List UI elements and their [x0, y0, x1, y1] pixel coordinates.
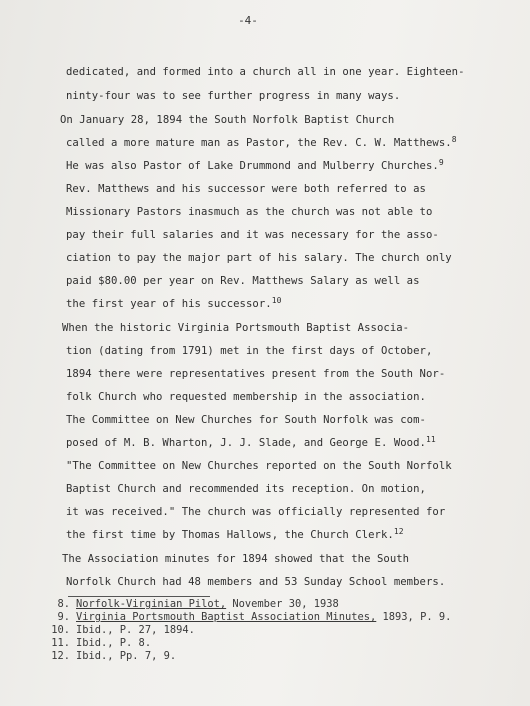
body-line: Norfolk Church had 48 members and 53 Sunday School members.: [66, 576, 446, 588]
body-line: The Association minutes for 1894 showed that the South: [62, 553, 410, 565]
body-line: paid $80.00 per year on Rev. Matthews Salary as well as: [66, 275, 420, 287]
body-line: Rev. Matthews and his successor were both referred to as: [66, 183, 426, 195]
body-line: it was received." The church was officially represented for: [66, 506, 446, 518]
body-line: The Committee on New Churches for South Norfolk was com-: [66, 414, 426, 426]
footnote: 9. Virginia Portsmouth Baptist Association Minutes, 1893, P. 9.: [57, 611, 452, 623]
body-line: He was also Pastor of Lake Drummond and Mulberry Churches.$^9$: [66, 158, 444, 172]
footnote: 8. Norfolk-Virginian Pilot, November 30, 1938: [57, 598, 339, 610]
body-line: folk Church who requested membership in the association.: [66, 391, 426, 403]
body-line: On January 28, 1894 the South Norfolk Baptist Church: [60, 114, 395, 126]
footnote-ref: 8: [451, 135, 457, 144]
body-line: ninty-four was to see further progress in many ways.: [66, 90, 401, 102]
body-line: posed of M. B. Wharton, J. J. Slade, and George E. Wood.$^{11}$: [66, 435, 436, 449]
footnote-ref: 11: [425, 435, 436, 444]
footnote-ref: 10: [271, 296, 282, 305]
body-line: tion (dating from 1791) met in the first days of October,: [66, 345, 433, 357]
body-line: pay their full salaries and it was necessary for the asso-: [66, 229, 439, 241]
body-line: Missionary Pastors inasmuch as the church was not able to: [66, 206, 433, 218]
body-line: called a more mature man as Pastor, the Rev. C. W. Matthews.$^8$: [66, 135, 457, 149]
footnote-ref: 9: [438, 158, 444, 167]
footnote: 10. Ibid., P. 27, 1894.: [51, 624, 195, 636]
body-line: 1894 there were representatives present from the South Nor-: [66, 368, 446, 380]
body-line: When the historic Virginia Portsmouth Baptist Associa-: [62, 322, 410, 334]
body-line: Baptist Church and recommended its reception. On motion,: [66, 483, 426, 495]
body-line: the first time by Thomas Hallows, the Church Clerk.$^{12}$: [66, 527, 404, 541]
footnote: 11. Ibid., P. 8.: [51, 637, 152, 649]
body-line: "The Committee on New Churches reported on the South Norfolk: [66, 460, 452, 472]
footnote-ref: 12: [393, 527, 404, 536]
body-line: the first year of his successor.$^{10}$: [66, 296, 282, 310]
footnote-rule: [68, 596, 210, 597]
body-line: dedicated, and formed into a church all in one year. Eighteen-: [66, 66, 465, 78]
footnote: 12. Ibid., Pp. 7, 9.: [51, 650, 177, 662]
page-number: -4-: [238, 14, 258, 27]
body-line: ciation to pay the major part of his salary. The church only: [66, 252, 452, 264]
